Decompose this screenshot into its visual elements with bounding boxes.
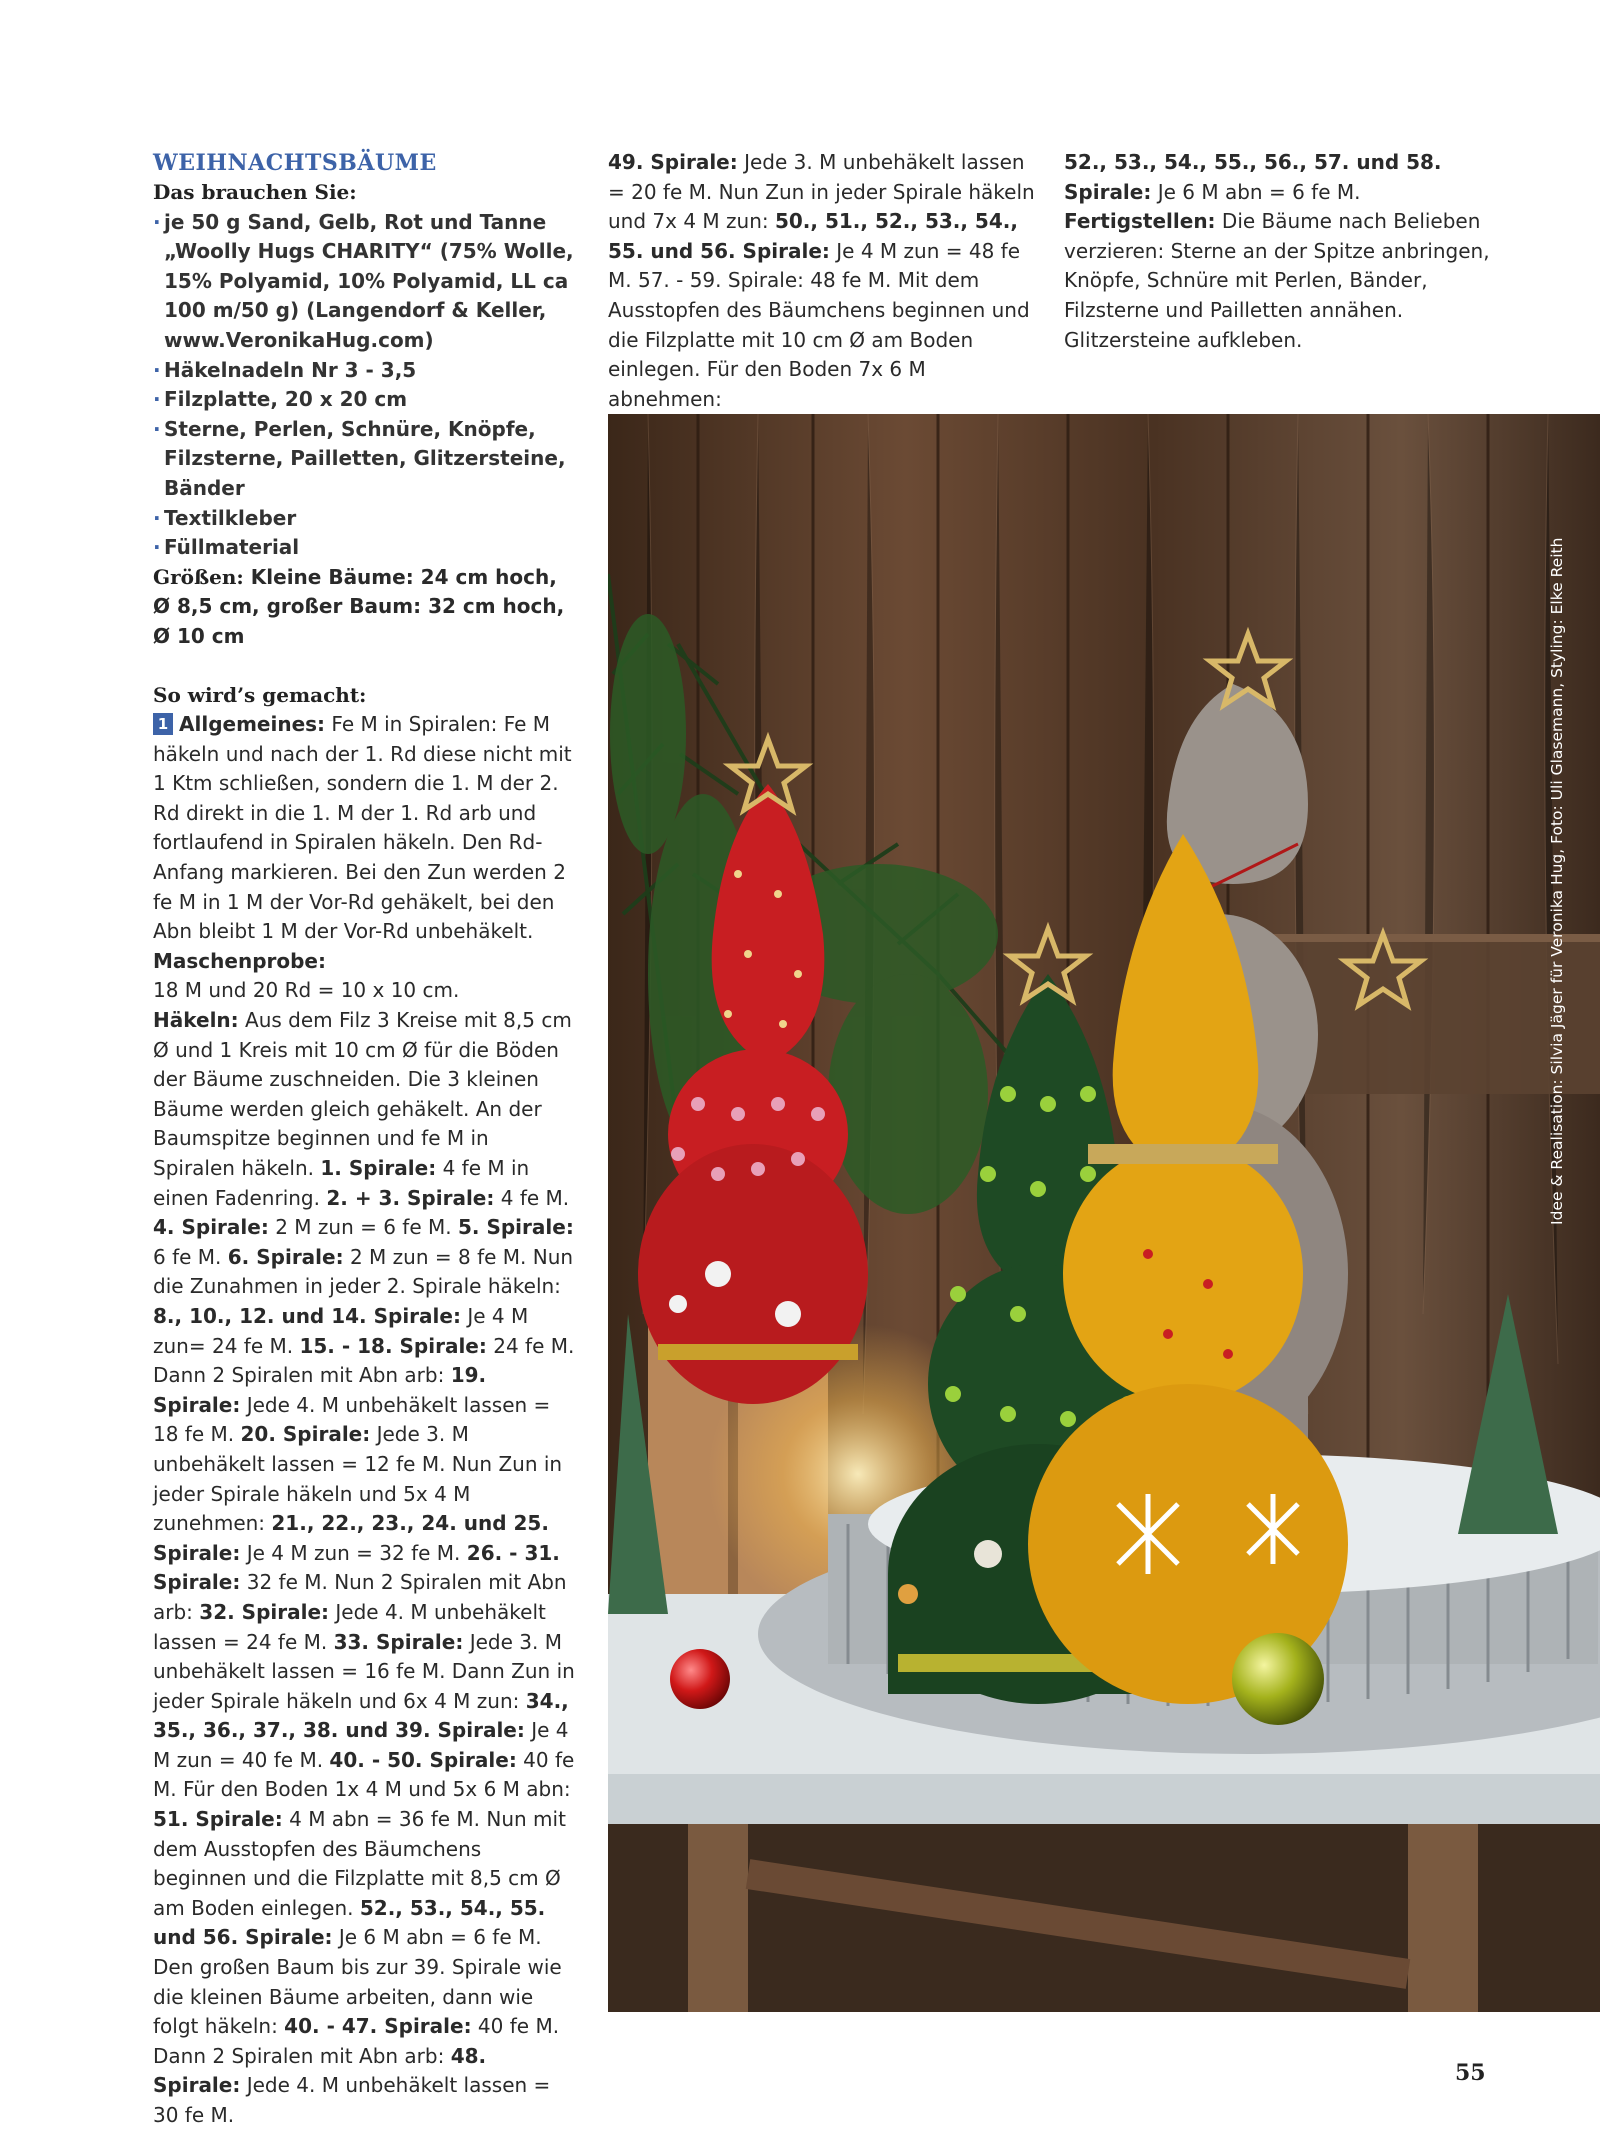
list-item: · je 50 g Sand, Gelb, Rot und Tanne „Woolly Hugs CHARITY“ (75% Wolle, 15% Polyamid, 10% Polyamid, LL ca 100 m/50 g) (Langendorf & Keller, www.VeronikaHug.com) [153,208,575,356]
step-label: 5. Spirale: [457,1215,574,1240]
article-title: WEIHNACHTSBÄUME [153,150,437,176]
list-item: · Textilkleber [153,504,575,534]
step-label: 40. - 47. Spirale: [284,2014,472,2039]
step-label: 2. + 3. Spirale: [326,1185,495,1210]
step-label: 21., 22., 23., 24. und 25. Spirale: [153,1511,549,1565]
list-item: · Füllmaterial [153,533,575,563]
gauge-label: Maschenprobe: [153,948,326,973]
step-label: 48. Spirale: [153,2043,487,2098]
sizes-text: Kleine Bäume: 24 cm hoch, Ø 8,5 cm, großer Baum: 32 cm hoch, Ø 10 cm [153,564,565,648]
step-text: Je 4 M zun = 40 fe M. [153,1718,569,1772]
step-text: Je 6 M abn = 6 fe M. [332,1925,542,1950]
step-text: 6 fe M. [153,1244,228,1269]
step-label: 8., 10., 12. und 14. Spirale: [153,1303,461,1328]
instructions-heading: So wird’s gemacht: [153,682,367,707]
step-text: 4 M abn = 36 fe M. Nun mit dem Ausstopfen des Bäumchens beginnen und die Filzplatte mit 8,5 cm Ø am Boden einlegen. [153,1807,566,1920]
step-label: 4. Spirale: [153,1215,269,1240]
big-tree-bottom [1064,148,1494,207]
step-text: Je 6 M abn = 6 fe M. [1151,179,1361,204]
list-item: · Häkelnadeln Nr 3 - 3,5 [153,356,575,386]
big-tree-intro: Den großen Baum bis zur 39. Spirale wie die kleinen Bäume arbeiten, dann wie folgt häkeln: [153,1955,562,2039]
step-label: 34., 35., 36., 37., 38. und 39. Spirale: [153,1688,569,1743]
list-item: · Sterne, Perlen, Schnüre, Knöpfe, Filzsterne, Pailletten, Glitzersteine, Bänder [153,415,575,504]
step-text: Jede 3. M unbehäkelt lassen = 20 fe M. Nun Zun in jeder Spirale häkeln und 7x 4 M zun: [608,150,1035,234]
step-number-badge: 1 [153,713,173,735]
sizes-label: Größen: [153,564,244,589]
step-label: 26. - 31. Spirale: [153,1540,560,1595]
step-label: 6. Spirale: [227,1244,344,1269]
step-text: Je 4 M zun= 24 fe M. [153,1303,529,1358]
general-paragraph [153,710,575,947]
step-label: 32. Spirale: [199,1599,330,1624]
step-text: Jede 4. M unbehäkelt lassen = 30 fe M. [153,2073,551,2127]
step-text: 40 fe M. Dann 2 Spiralen mit Abn arb: [153,2014,560,2068]
finish-label: Fertigstellen: [1064,209,1216,234]
materials-heading: Das brauchen Sie: [153,180,357,204]
crochet-paragraph [153,1006,575,1953]
finish-text: Die Bäume nach Belieben verzieren: Sterne an der Spitze anbringen, Knöpfe, Schnüre mit Perlen, Bänder, Filzsterne und Pailletten annähen. Glitzersteine aufkleben. [1064,209,1490,352]
step-text: Jede 3. M unbehäkelt lassen = 12 fe M. Nun Zun in jeder Spirale häkeln und 5x 4 M zunehmen: [153,1422,563,1536]
column-middle [608,148,1038,414]
step-text: 24 fe M. Dann 2 Spiralen mit Abn arb: [153,1333,575,1388]
step-text: 2 M zun = 8 fe M. Nun die Zunahmen in jeder 2. Spirale häkeln: [153,1244,574,1299]
step-text: Je 4 M zun = 32 fe M. [240,1540,467,1565]
step-label: 51. Spirale: [153,1807,283,1832]
step-text: 4 fe M. [494,1185,570,1210]
step-text: Jede 4. M unbehäkelt lassen = 18 fe M. [153,1392,551,1447]
column-right [1064,148,1494,355]
materials-list [153,208,575,563]
step-label: 40. - 50. Spirale: [329,1747,517,1772]
small-tree-steps [153,1156,575,1949]
gauge-text: 18 M und 20 Rd = 10 x 10 cm. [153,978,460,1003]
step-text: Jede 4. M unbehäkelt lassen = 24 fe M. [153,1599,546,1654]
page-number: 55 [1455,2060,1486,2086]
step-text: 32 fe M. Nun 2 Spiralen mit Abn arb: [153,1570,567,1624]
step-text: Je 4 M zun = 48 fe M. 57. - 59. Spirale: 48 fe M. Mit dem Ausstopfen des Bäumchens beginnen und die Filzplatte mit 10 cm Ø am Boden einlegen. Für den Boden 7x 6 M abnehmen: [608,238,1030,411]
step-label: 15. - 18. Spirale: [299,1333,487,1358]
general-label: Allgemeines: [179,712,326,737]
general-text: Fe M in Spiralen: Fe M häkeln und nach der 1. Rd diese nicht mit 1 Ktm schließen, sondern die 1. M der 2. Rd direkt in die 1. M der 1. Rd arb und fortlaufend in Spiralen häkeln. Den Rd-Anfang markieren. Bei den Zun werden 2 fe M in 1 M der Vor-Rd gehäkelt, bei den Abn bleibt 1 M der Vor-Rd unbehäkelt. [153,712,572,944]
step-label: 52., 53., 54., 55. und 56. Spirale: [153,1895,546,1950]
step-text: 2 M zun = 6 fe M. [268,1215,458,1240]
step-text: 4 fe M in einen Fadenring. [153,1156,530,1210]
step-text: Jede 3. M unbehäkelt lassen = 16 fe M. Dann Zun in jeder Spirale häkeln und 6x 4 M zun: [153,1629,575,1713]
big-tree-paragraph [153,1953,575,2131]
step-label: 50., 51., 52., 53., 54., 55. und 56. Spirale: [608,209,1018,263]
step-label: 49. Spirale: [608,150,738,174]
step-label: 20. Spirale: [240,1422,371,1447]
photo-credit: Idee & Realisation: Silvia Jäger für Veronika Hug, Foto: Uli Glasemann, Styling: Elke Reith [1548,537,1566,1225]
step-text: 40 fe M. Für den Boden 1x 4 M und 5x 6 M abn: [153,1747,575,1802]
sizes [153,563,575,652]
crochet-text: Aus dem Filz 3 Kreise mit 8,5 cm Ø und 1 Kreis mit 10 cm Ø für die Böden der Bäume zuschneiden. Die 3 kleinen Bäume werden gleich gehäkelt. An der Baumspitze beginnen und fe M in Spiralen häkeln. [153,1008,572,1180]
crochet-label: Häkeln: [153,1008,239,1033]
list-item: · Filzplatte, 20 x 20 cm [153,385,575,415]
column-left [153,148,575,2131]
finish-paragraph [1064,207,1494,355]
step-label: 52., 53., 54., 55., 56., 57. und 58. Spirale: [1064,150,1442,204]
step-label: 19. Spirale: [153,1363,487,1417]
photo-crochet-christmas-trees [608,414,1600,2012]
step-label: 1. Spirale: [320,1156,437,1180]
big-tree-continued [608,148,1038,414]
step-label: 33. Spirale: [333,1629,464,1654]
